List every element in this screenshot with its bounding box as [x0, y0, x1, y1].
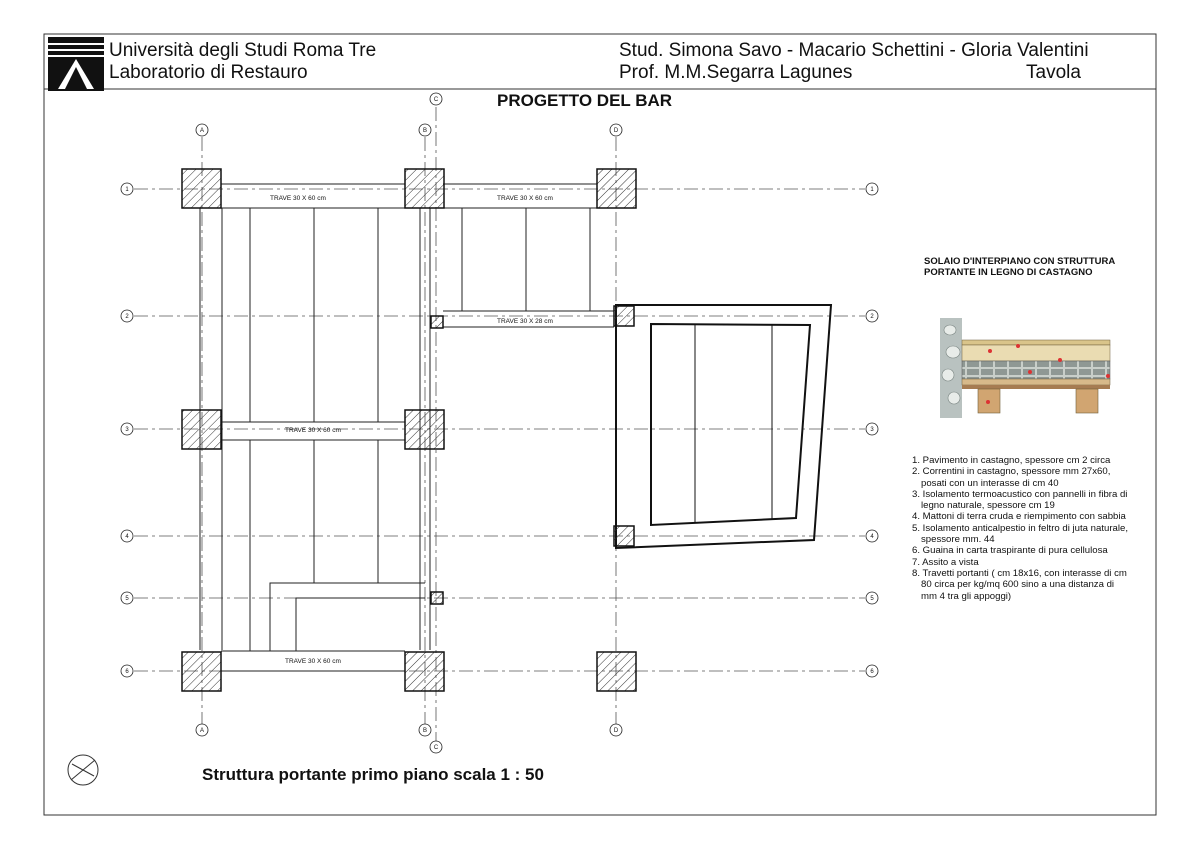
axis-label-6: 6: [125, 669, 129, 675]
axis-label-a: A: [199, 128, 205, 134]
grid-lines: [134, 107, 865, 742]
axis-label-6: 6: [870, 669, 874, 675]
axis-label-5: 5: [870, 596, 874, 602]
beam-label: TRAVE 30 X 60 cm: [270, 195, 326, 202]
detail-notes-list: [912, 455, 1172, 602]
axis-label-c: C: [433, 97, 439, 103]
note-line: 1. Pavimento in castagno, spessore cm 2 circa: [912, 455, 1111, 466]
axis-label-3: 3: [870, 427, 874, 433]
professor-line: Prof. M.M.Segarra Lagunes: [619, 62, 853, 83]
axis-label-d: D: [613, 728, 619, 734]
detail-title-line1: SOLAIO D'INTERPIANO CON STRUTTURA: [924, 256, 1116, 267]
note-line: posati con un interasse di cm 40: [921, 477, 1059, 489]
sheet-label: Tavola: [1026, 62, 1081, 83]
north-arrow-icon: [68, 755, 98, 785]
axis-label-2: 2: [125, 314, 129, 320]
note-line: 5. Isolamento anticalpestio in feltro di juta naturale,: [912, 522, 1128, 534]
axis-label-5: 5: [125, 596, 129, 602]
beam-label: TRAVE 30 X 60 cm: [497, 195, 553, 202]
students-line: Stud. Simona Savo - Macario Schettini - Gloria Valentini: [619, 40, 1089, 61]
plan-caption: Struttura portante primo piano scala 1 : 50: [202, 765, 544, 784]
axis-label-4: 4: [125, 534, 129, 540]
beam-label: TRAVE 30 X 28 cm: [497, 318, 553, 325]
lab-name: Laboratorio di Restauro: [109, 62, 308, 83]
beam-label: TRAVE 30 X 60 cm: [285, 658, 341, 665]
slab-opening: [616, 305, 831, 548]
axis-label-4: 4: [870, 534, 874, 540]
note-line: 4. Mattoni di terra cruda e riempimento con sabbia: [912, 511, 1126, 523]
axis-label-b: B: [422, 128, 428, 134]
note-line: 80 circa per kg/mq 600 sino a una distanza di: [921, 579, 1115, 591]
university-name: Università degli Studi Roma Tre: [109, 40, 377, 61]
axis-markers: [121, 93, 878, 753]
floor-section-illustration: [940, 318, 1110, 418]
note-line: 8. Travetti portanti ( cm 18x16, con interasse di cm: [912, 567, 1127, 579]
axis-label-3: 3: [125, 427, 129, 433]
axis-label-1: 1: [125, 187, 129, 193]
note-line: 6. Guaina in carta traspirante di pura cellulosa: [912, 545, 1108, 557]
axis-label-c: C: [433, 745, 439, 751]
beam-label: TRAVE 30 X 60 cm: [285, 427, 341, 434]
axis-label-a: A: [199, 728, 205, 734]
drawing-title: PROGETTO DEL BAR: [497, 91, 673, 110]
note-line: 7. Assito a vista: [912, 556, 979, 568]
note-line: mm 4 tra gli appoggi): [921, 590, 1012, 602]
axis-label-d: D: [613, 128, 619, 134]
note-line: spessore mm. 44: [921, 534, 995, 546]
axis-label-b: B: [422, 728, 428, 734]
axis-label-2: 2: [870, 314, 874, 320]
note-line: 3. Isolamento termoacustico con pannelli in fibra di: [912, 488, 1128, 500]
note-line: 2. Correntini in castagno, spessore mm 27x60,: [912, 466, 1111, 478]
note-line: legno naturale, spessore cm 19: [921, 500, 1055, 512]
axis-label-1: 1: [870, 187, 874, 193]
detail-title-line2: PORTANTE IN LEGNO DI CASTAGNO: [924, 267, 1093, 278]
